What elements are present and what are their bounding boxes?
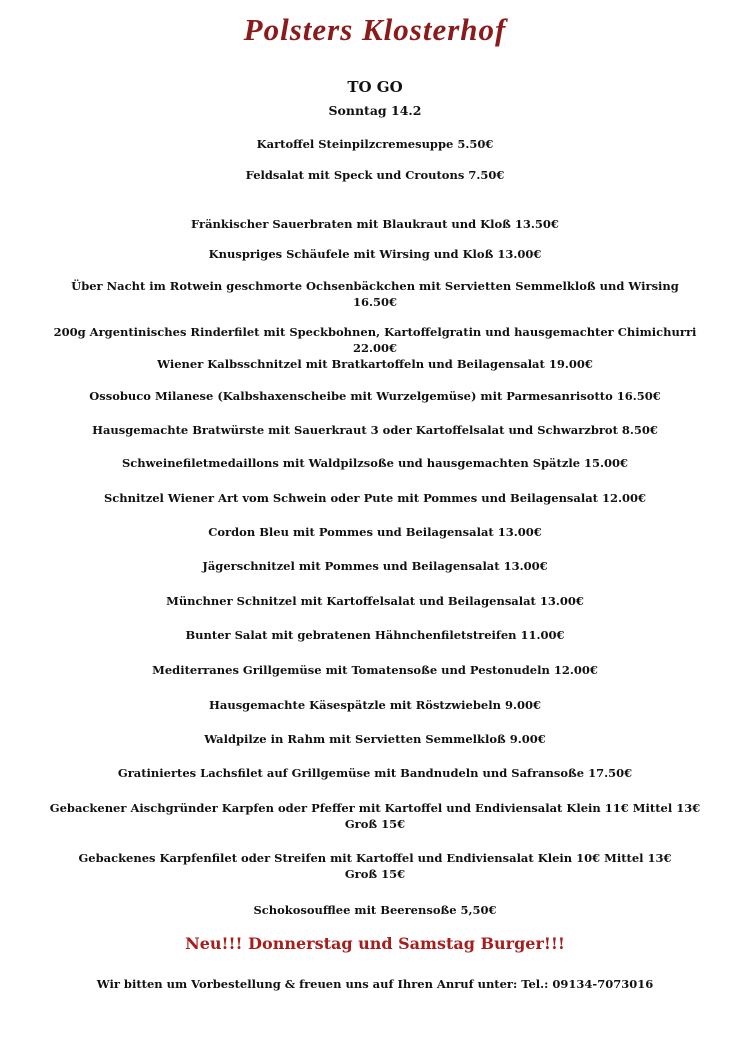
menu-item: Knuspriges Schäufele mit Wirsing und Kloß 13.00€: [208, 247, 542, 261]
menu-item: Feldsalat mit Speck und Croutons 7.50€: [245, 168, 505, 182]
menu-item: Jägerschnitzel mit Pommes und Beilagensalat 13.00€: [202, 559, 548, 573]
menu-item: 200g Argentinisches Rinderfilet mit Speckbohnen, Kartoffelgratin und hausgemachter Chimichurri: [53, 325, 697, 339]
menu-item: Mediterranes Grillgemüse mit Tomatensoße und Pestonudeln 12.00€: [152, 663, 598, 677]
burger-announcement: Neu!!! Donnerstag und Samstag Burger!!!: [185, 934, 565, 953]
menu-item: Hausgemachte Bratwürste mit Sauerkraut 3 oder Kartoffelsalat und Schwarzbrot 8.50€: [92, 423, 658, 437]
menu-item-continued: Groß 15€: [344, 867, 406, 881]
menu-item-continued: 22.00€: [352, 341, 397, 355]
menu-item: Gebackener Aischgründer Karpfen oder Pfeffer mit Kartoffel und Endiviensalat Klein 11€ Mittel 13€: [49, 801, 701, 815]
menu-date: Sonntag 14.2: [328, 103, 422, 118]
menu-item: Ossobuco Milanese (Kalbshaxenscheibe mit Wurzelgemüse) mit Parmesanrisotto 16.50€: [89, 389, 661, 403]
menu-title: TO GO: [347, 78, 403, 96]
menu-item: Bunter Salat mit gebratenen Hähnchenfiletstreifen 11.00€: [185, 628, 565, 642]
menu-item: Hausgemachte Käsespätzle mit Röstzwiebeln 9.00€: [209, 698, 541, 712]
menu-item-continued: Groß 15€: [344, 817, 406, 831]
menu-item: Fränkischer Sauerbraten mit Blaukraut und Kloß 13.50€: [191, 217, 559, 231]
menu-item: Münchner Schnitzel mit Kartoffelsalat und Beilagensalat 13.00€: [166, 594, 584, 608]
menu-item: Wiener Kalbsschnitzel mit Bratkartoffeln und Beilagensalat 19.00€: [157, 357, 593, 371]
menu-item: Gratiniertes Lachsfilet auf Grillgemüse mit Bandnudeln und Safransoße 17.50€: [117, 766, 633, 780]
menu-item-continued: 16.50€: [352, 295, 397, 309]
menu-item: Schnitzel Wiener Art vom Schwein oder Pute mit Pommes und Beilagensalat 12.00€: [103, 491, 647, 505]
menu-item: Waldpilze in Rahm mit Servietten Semmelkloß 9.00€: [204, 732, 546, 746]
menu-item: Über Nacht im Rotwein geschmorte Ochsenbäckchen mit Servietten Semmelkloß und Wirsing: [71, 279, 679, 293]
menu-item: Schokosoufflee mit Beerensoße 5,50€: [253, 903, 497, 917]
menu-item: Kartoffel Steinpilzcremesuppe 5.50€: [256, 137, 494, 151]
menu-item: Cordon Bleu mit Pommes und Beilagensalat 13.00€: [208, 525, 542, 539]
contact-footer: Wir bitten um Vorbestellung & freuen uns auf Ihren Anruf unter: Tel.: 09134-7073016: [96, 977, 654, 991]
menu-item: Schweinefiletmedaillons mit Waldpilzsoße und hausgemachten Spätzle 15.00€: [121, 456, 629, 470]
restaurant-logo: Polsters Klosterhof: [243, 12, 507, 47]
menu-item: Gebackenes Karpfenfilet oder Streifen mit Kartoffel und Endiviensalat Klein 10€ Mittel 13€: [78, 851, 672, 865]
